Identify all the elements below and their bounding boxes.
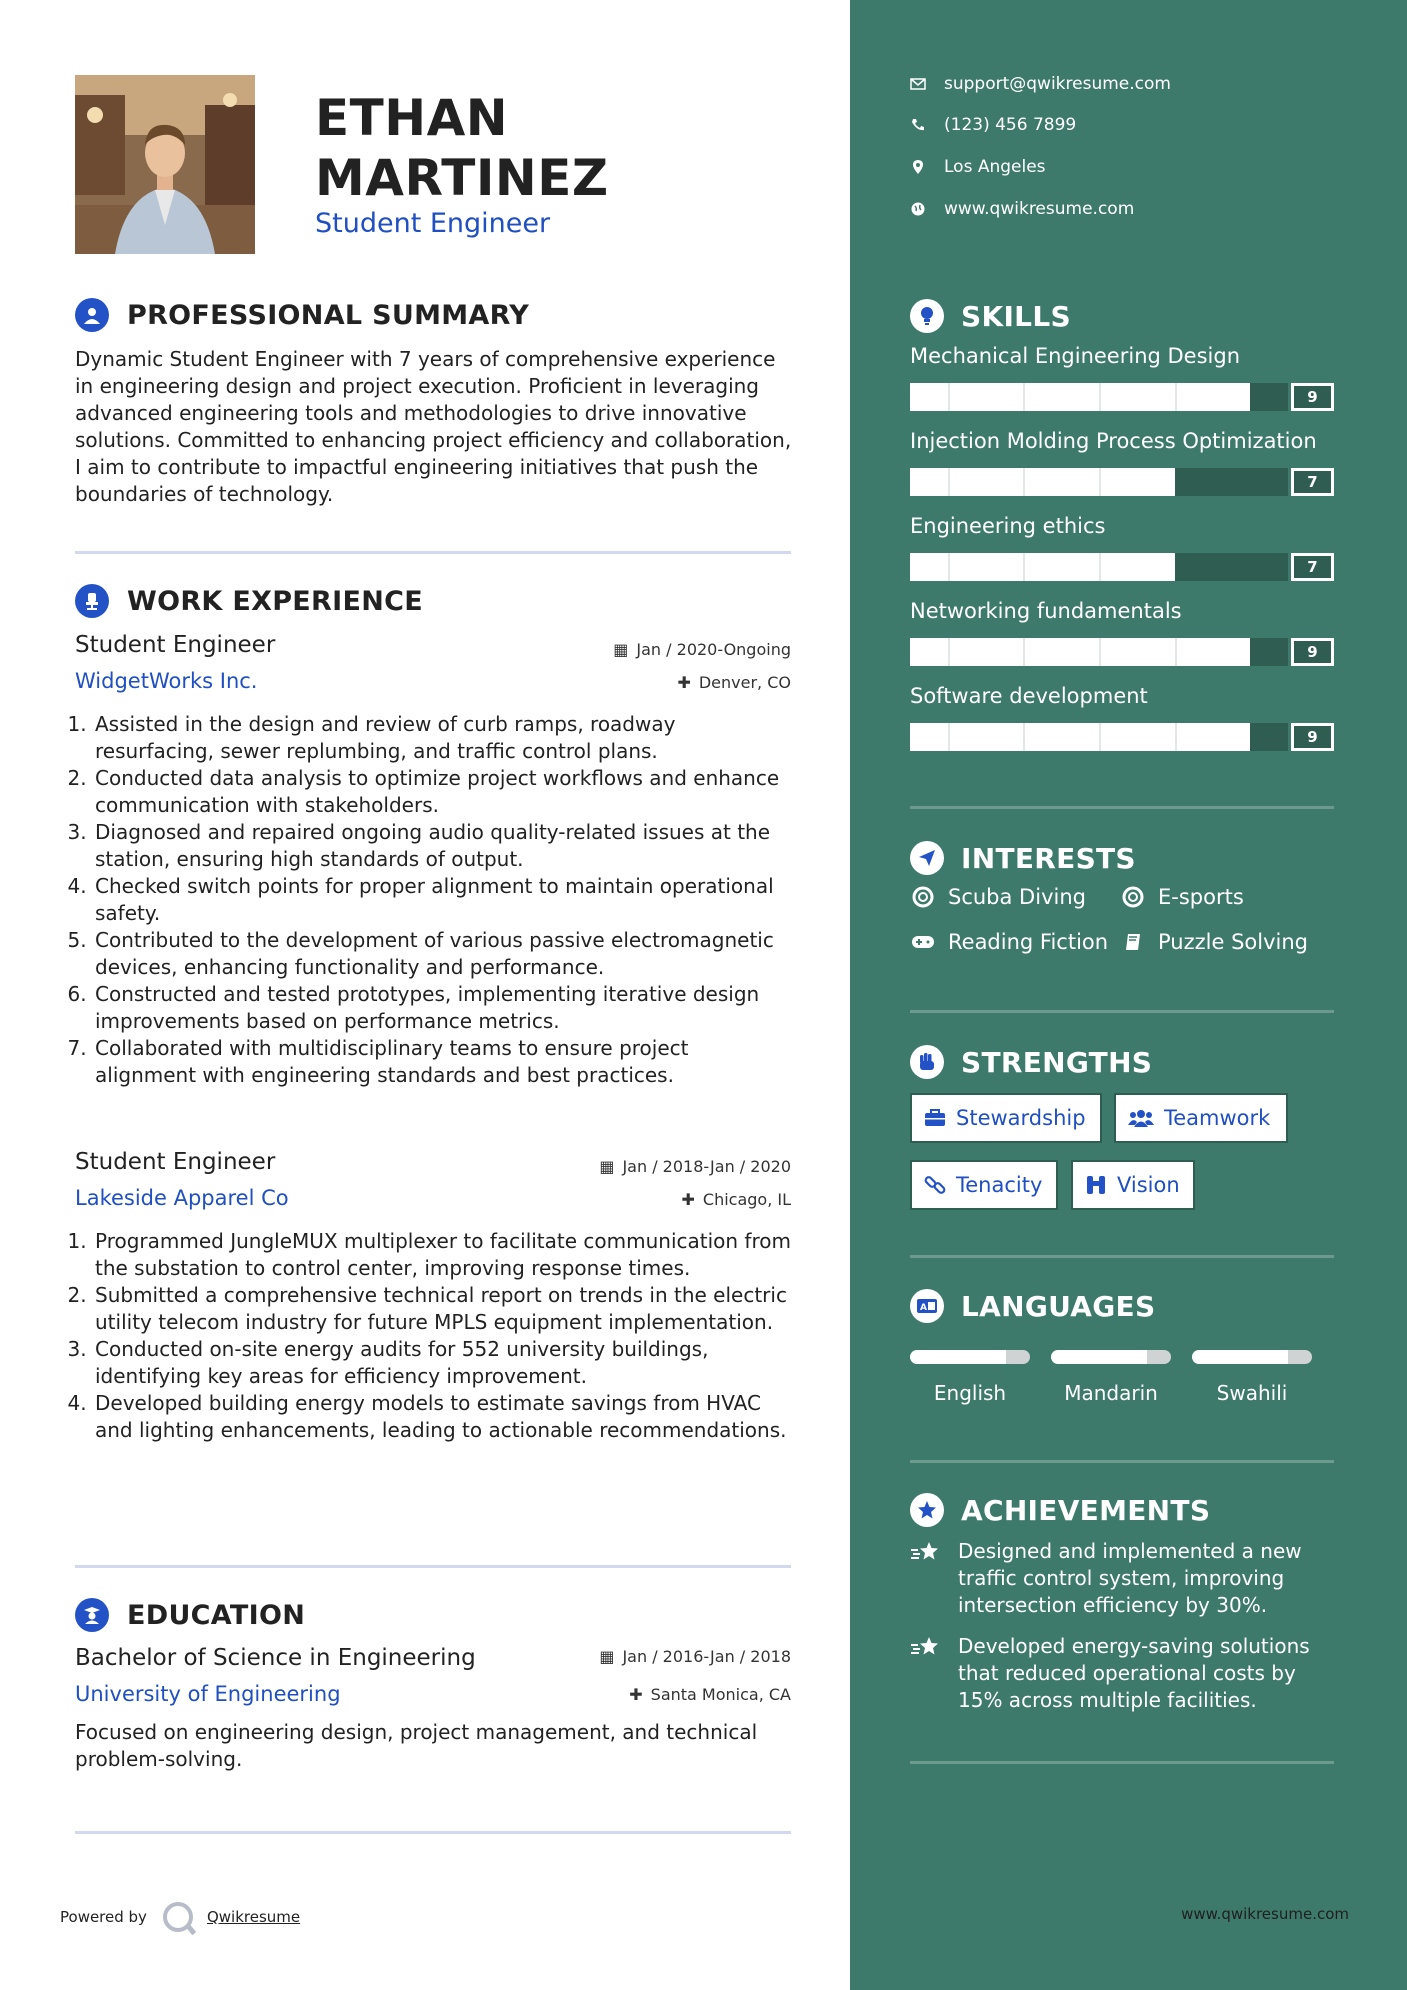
list-item: 6. Constructed and tested prototypes, implementing iterative design improvements based on performance metrics. <box>93 981 795 1035</box>
globe-icon <box>910 202 926 216</box>
summary-heading <box>75 298 529 332</box>
divider <box>910 1255 1334 1258</box>
star-badge-icon <box>910 1493 944 1527</box>
divider <box>910 1460 1334 1463</box>
skill-bar-segment <box>1175 638 1177 666</box>
language-bar <box>910 1350 1030 1364</box>
list-item: 2. Submitted a comprehensive technical report on trends in the electric utility telecom industry for future MPLS equipment implementation. <box>93 1282 795 1336</box>
skill-bar <box>910 553 1288 581</box>
shooting-star-icon <box>910 1633 942 1714</box>
book-icon <box>1120 932 1146 952</box>
job-title: Student Engineer <box>75 1149 276 1175</box>
interest-item <box>1120 930 1308 954</box>
skill-bar-segment <box>1099 723 1101 751</box>
strength-label: Teamwork <box>1164 1106 1271 1130</box>
language-name: Swahili <box>1216 1381 1288 1405</box>
skill-bar-fill <box>910 383 1250 411</box>
job-location <box>0 673 791 692</box>
website-text[interactable]: www.qwikresume.com <box>944 199 1135 219</box>
skills-heading <box>910 299 1071 333</box>
skill-bar-segment <box>1023 468 1025 496</box>
contact-phone <box>910 115 1076 135</box>
calendar-icon: ▦ <box>599 1647 615 1666</box>
experience-title: WORK EXPERIENCE <box>127 585 423 617</box>
gamepad-icon <box>910 935 936 949</box>
achievement-item <box>910 1633 1343 1714</box>
skill-bar-segment <box>948 553 950 581</box>
list-item: 1. Assisted in the design and review of curb ramps, roadway resurfacing, sewer replumbing, and traffic control plans. <box>93 711 795 765</box>
education-location-text: Santa Monica, CA <box>650 1685 791 1704</box>
last-name: MARTINEZ <box>315 149 609 207</box>
skill-bar-segment <box>1023 723 1025 751</box>
summary-title: PROFESSIONAL SUMMARY <box>127 299 530 331</box>
skill-bar-segment <box>948 468 950 496</box>
lifebuoy-icon <box>910 886 936 908</box>
skill-bar <box>910 638 1288 666</box>
job-title: Student Engineer <box>75 632 276 658</box>
job-company: Lakeside Apparel Co <box>75 1186 289 1210</box>
divider <box>75 1831 791 1834</box>
strengths-title: STRENGTHS <box>961 1045 1153 1079</box>
strengths-heading <box>910 1045 1152 1079</box>
job-duties <box>75 711 795 1089</box>
list-item: 4. Developed building energy models to estimate savings from HVAC and lighting enhancements, leading to actionable recommendations. <box>93 1390 795 1444</box>
language-bar <box>1051 1350 1171 1364</box>
achievements-title: ACHIEVEMENTS <box>961 1493 1211 1527</box>
shooting-star-icon <box>910 1538 942 1619</box>
skill-score: 9 <box>1291 723 1334 751</box>
list-item: 3. Conducted on-site energy audits for 552 university buildings, identifying key areas for efficiency improvement. <box>93 1336 795 1390</box>
summary-text: Dynamic Student Engineer with 7 years of comprehensive experience in engineering design and project execution. Proficient in leveraging advanced engineering tools and methodologies to drive innovative solutions. Committed to enhancing project efficiency and collaboration, I aim to contribute to impactful engineering initiatives that push the boundaries of technology. <box>75 347 792 506</box>
email-text[interactable]: support@qwikresume.com <box>944 74 1171 94</box>
skill-name: Networking fundamentals <box>910 599 1182 623</box>
list-item: 2. Conducted data analysis to optimize project workflows and enhance communication with stakeholders. <box>93 765 795 819</box>
skill-bar-fill <box>910 468 1175 496</box>
contact-email <box>910 74 1171 94</box>
skill-bar-segment <box>1099 468 1101 496</box>
profile-photo <box>75 75 255 254</box>
pin-icon: ✚ <box>677 673 691 692</box>
briefcase-icon <box>924 1109 946 1127</box>
strength-item <box>1071 1160 1195 1210</box>
skill-bar-segment <box>1023 383 1025 411</box>
education-description: Focused on engineering design, project management, and technical problem-solving. <box>75 1720 758 1771</box>
footer-website[interactable]: www.qwikresume.com <box>1181 1905 1349 1923</box>
skill-score: 9 <box>1291 638 1334 666</box>
graduate-icon <box>75 1598 109 1632</box>
skill-bar-fill <box>910 638 1250 666</box>
education-heading <box>75 1598 305 1632</box>
user-circle-icon <box>75 298 109 332</box>
achievement-text: Developed energy-saving solutions that reduced operational costs by 15% across multiple facilities. <box>958 1634 1310 1712</box>
skill-bar-segment <box>1175 723 1177 751</box>
pin-icon: ✚ <box>629 1685 643 1704</box>
divider <box>75 551 791 554</box>
first-name: ETHAN <box>315 89 509 147</box>
interest-label: E-sports <box>1158 885 1244 909</box>
job-dates <box>0 1157 791 1176</box>
job-dates-text: Jan / 2018-Jan / 2020 <box>622 1157 791 1176</box>
strength-item <box>910 1160 1058 1210</box>
list-item: 4. Checked switch points for proper alignment to maintain operational safety. <box>93 873 795 927</box>
languages-title: LANGUAGES <box>961 1289 1156 1323</box>
skill-bar-segment <box>1023 553 1025 581</box>
envelope-icon <box>910 78 926 90</box>
interest-item <box>910 885 1086 909</box>
svg-text:A: A <box>920 1303 927 1313</box>
contact-location <box>910 157 1046 177</box>
divider <box>75 1565 791 1568</box>
skill-bar-segment <box>948 383 950 411</box>
interest-label: Scuba Diving <box>948 885 1086 909</box>
strength-label: Vision <box>1117 1173 1180 1197</box>
fist-icon <box>910 1045 944 1079</box>
skill-score: 7 <box>1291 553 1334 581</box>
binoculars-icon <box>1085 1174 1107 1196</box>
achievement-text: Designed and implemented a new traffic control system, improving intersection efficiency by 30%. <box>958 1539 1302 1617</box>
skill-bar <box>910 468 1288 496</box>
language-bar-fill <box>1192 1350 1288 1364</box>
calendar-icon: ▦ <box>613 640 629 659</box>
language-bar-fill <box>910 1350 1006 1364</box>
achievements-heading <box>910 1493 1210 1527</box>
experience-heading <box>75 584 423 618</box>
interests-title: INTERESTS <box>961 841 1136 875</box>
skill-name: Software development <box>910 684 1148 708</box>
list-item: 5. Contributed to the development of various passive electromagnetic devices, enhancing functionality and performance. <box>93 927 795 981</box>
qwikresume-logo-icon <box>163 1902 193 1932</box>
list-item: 3. Diagnosed and repaired ongoing audio quality-related issues at the station, ensuring high standards of output. <box>93 819 795 873</box>
calendar-icon: ▦ <box>599 1157 615 1176</box>
brand-link[interactable]: Qwikresume <box>206 1908 301 1926</box>
education-title: EDUCATION <box>127 1599 306 1631</box>
job-company: WidgetWorks Inc. <box>75 669 258 693</box>
skill-bar-segment <box>1099 383 1101 411</box>
skills-title: SKILLS <box>961 299 1071 333</box>
strength-label: Stewardship <box>956 1106 1086 1130</box>
phone-icon <box>910 118 926 132</box>
list-item: 1. Programmed JungleMUX multiplexer to facilitate communication from the substation to control center, improving response times. <box>93 1228 795 1282</box>
link-icon <box>924 1174 946 1196</box>
language-bar <box>1192 1350 1312 1364</box>
strength-item <box>1114 1093 1288 1143</box>
skill-bar-fill <box>910 553 1175 581</box>
education-location <box>0 1685 791 1704</box>
skill-bar-fill <box>910 723 1250 751</box>
skill-bar <box>910 723 1288 751</box>
interests-heading <box>910 841 1136 875</box>
divider <box>910 806 1334 809</box>
pin-icon: ✚ <box>681 1190 695 1209</box>
interest-label: Reading Fiction <box>948 930 1109 954</box>
map-pin-icon <box>910 160 926 174</box>
paper-plane-icon <box>910 841 944 875</box>
candidate-name <box>315 88 609 208</box>
strength-label: Tenacity <box>956 1173 1043 1197</box>
candidate-title: Student Engineer <box>315 208 551 239</box>
language-bar-fill <box>1051 1350 1147 1364</box>
job-dates <box>0 640 791 659</box>
skill-bar-segment <box>1175 383 1177 411</box>
skill-name: Mechanical Engineering Design <box>910 344 1241 368</box>
list-item: 7. Collaborated with multidisciplinary teams to ensure project alignment with engineering standards and best practices. <box>93 1035 795 1089</box>
job-location <box>0 1190 791 1209</box>
users-icon <box>1128 1109 1154 1127</box>
powered-by-label: Powered by <box>60 1908 147 1926</box>
location-text: Los Angeles <box>944 157 1046 177</box>
contact-website <box>910 199 1134 219</box>
skill-bar-segment <box>948 638 950 666</box>
chair-icon <box>75 584 109 618</box>
job-location-text: Denver, CO <box>698 673 791 692</box>
language-name: English <box>933 1381 1007 1405</box>
skill-name: Engineering ethics <box>910 514 1106 538</box>
phone-text: (123) 456 7899 <box>944 115 1077 135</box>
skill-score: 7 <box>1291 468 1334 496</box>
job-location-text: Chicago, IL <box>702 1190 791 1209</box>
job-duties <box>75 1228 795 1444</box>
skill-score: 9 <box>1291 383 1334 411</box>
interest-item <box>910 930 1108 954</box>
skill-bar-segment <box>1099 638 1101 666</box>
school-name: University of Engineering <box>75 1682 341 1706</box>
divider <box>910 1761 1334 1764</box>
lifebuoy-icon <box>1120 886 1146 908</box>
languages-heading <box>910 1289 1155 1323</box>
job-dates-text: Jan / 2020-Ongoing <box>636 640 791 659</box>
skill-bar-segment <box>1023 638 1025 666</box>
degree-title: Bachelor of Science in Engineering <box>75 1645 476 1671</box>
translate-icon <box>910 1289 944 1323</box>
interest-label: Puzzle Solving <box>1158 930 1308 954</box>
skill-bar <box>910 383 1288 411</box>
divider <box>910 1010 1334 1013</box>
lightbulb-icon <box>910 299 944 333</box>
skill-bar-segment <box>948 723 950 751</box>
powered-by <box>60 1902 300 1932</box>
education-dates <box>0 1647 791 1666</box>
achievement-item <box>910 1538 1343 1619</box>
strength-item <box>910 1093 1102 1143</box>
education-dates-text: Jan / 2016-Jan / 2018 <box>622 1647 791 1666</box>
language-name: Mandarin <box>1064 1381 1158 1405</box>
interest-item <box>1120 885 1244 909</box>
skill-bar-segment <box>1099 553 1101 581</box>
skill-name: Injection Molding Process Optimization <box>910 429 1317 453</box>
sidebar <box>850 0 1407 1990</box>
